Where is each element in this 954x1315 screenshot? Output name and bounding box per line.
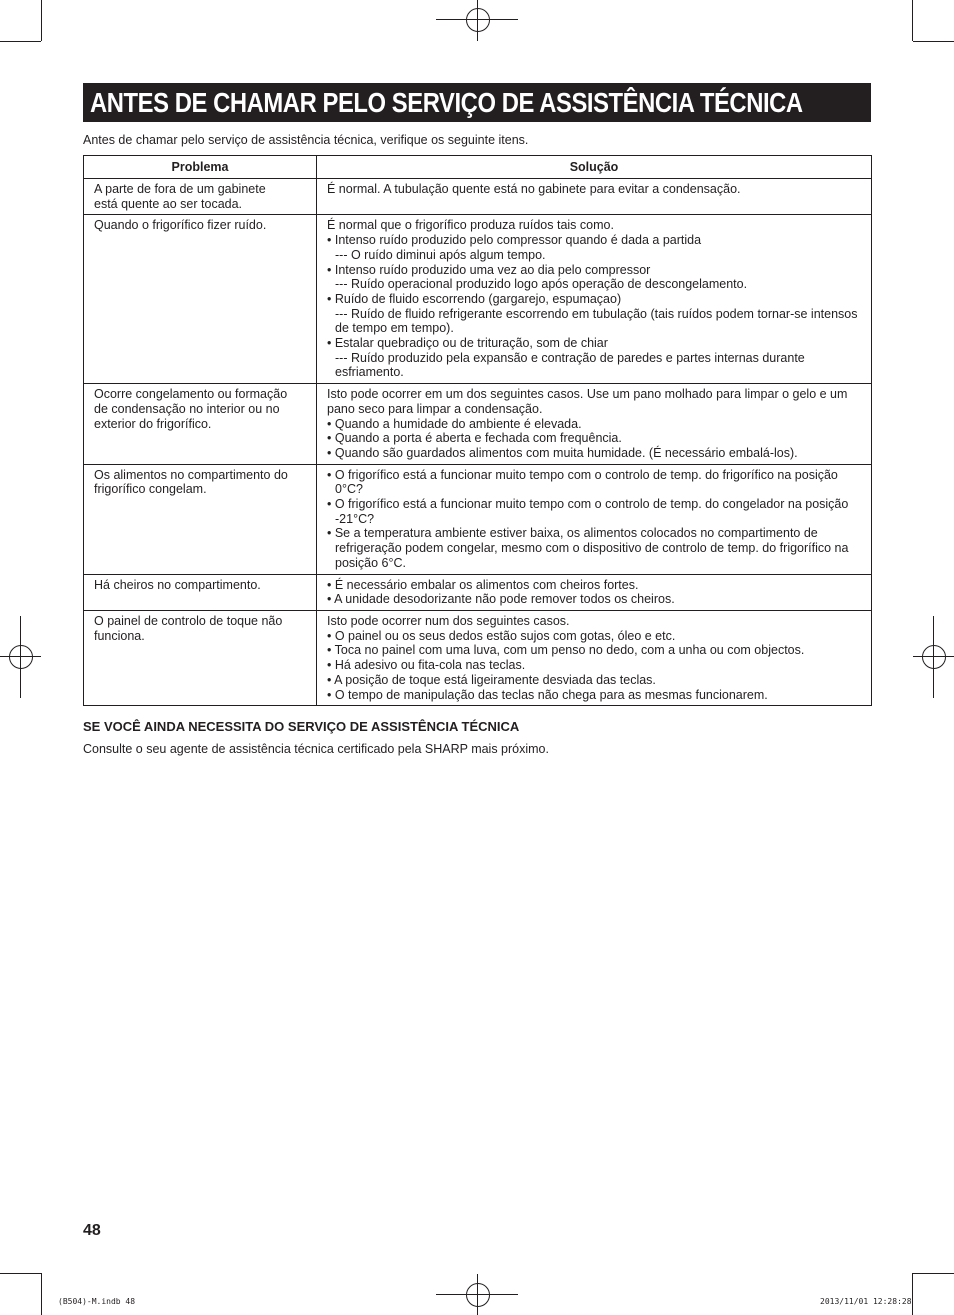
table-row xyxy=(84,384,872,465)
solution-cell xyxy=(317,574,872,610)
troubleshooting-table xyxy=(83,155,872,706)
solution-text: Isto pode ocorrer em um dos seguintes casos. Use um pano molhado para limpar o gelo e um pano seco para limpar a condensação. xyxy=(327,387,848,416)
solution-bullet: • Estalar quebradiço ou de trituração, som de chiar xyxy=(327,336,608,351)
solution-bullet: • O tempo de manipulação das teclas não chega para as mesmas funcionarem. xyxy=(327,687,768,702)
registration-circle xyxy=(9,645,33,669)
solution-text: É normal que o frigorífico produza ruídos tais como. xyxy=(327,218,614,233)
solution-cell xyxy=(317,179,872,215)
problem-text: frigorífico congelam. xyxy=(94,482,207,497)
intro-text: Antes de chamar pelo serviço de assistência técnica, verifique os seguinte itens. xyxy=(83,133,529,147)
page-title: ANTES DE CHAMAR PELO SERVIÇO DE ASSISTÊNCIA TÉCNICA xyxy=(90,87,803,118)
problem-text: O painel de controlo de toque não xyxy=(94,613,283,628)
problem-cell xyxy=(84,610,317,705)
solution-bullet: • O frigorífico está a funcionar muito tempo com o controlo de temp. do frigorífico na posição 0°C? xyxy=(327,467,838,497)
problem-cell xyxy=(84,384,317,465)
title-banner xyxy=(83,83,871,122)
problem-text: exterior do frigorífico. xyxy=(94,416,212,431)
solution-bullet: • O frigorífico está a funcionar muito tempo com o controlo de temp. do congelador na posição -21°C? xyxy=(327,497,849,526)
solution-cell xyxy=(317,215,872,384)
page-number: 48 xyxy=(83,1222,101,1239)
registration-circle xyxy=(922,645,946,669)
solution-bullet: • Intenso ruído produzido uma vez ao dia pelo compressor xyxy=(327,262,651,277)
column-header-problem: Problema xyxy=(84,156,317,179)
table-row xyxy=(84,574,872,610)
problem-text: A parte de fora de um gabinete xyxy=(94,182,266,196)
solution-text: É normal. A tubulação quente está no gabinete para evitar a condensação. xyxy=(327,182,741,196)
crop-mark xyxy=(0,41,41,42)
problem-cell xyxy=(84,179,317,215)
registration-circle xyxy=(466,8,490,32)
registration-circle xyxy=(466,1283,490,1307)
problem-cell xyxy=(84,464,317,574)
problem-text: Os alimentos no compartimento do xyxy=(94,467,288,482)
table-row xyxy=(84,215,872,384)
solution-note: --- Ruído operacional produzido logo após operação de descongelamento. xyxy=(335,277,748,292)
problem-cell xyxy=(84,215,317,384)
table-body xyxy=(84,179,872,706)
problem-cell xyxy=(84,574,317,610)
table-header-row xyxy=(84,156,872,179)
print-slug-timestamp: 2013/11/01 12:28:28 xyxy=(820,1297,912,1306)
column-header-solution: Solução xyxy=(317,156,872,179)
crop-mark xyxy=(912,1273,913,1315)
solution-cell xyxy=(317,464,872,574)
section-body: Consulte o seu agente de assistência técnica certificado pela SHARP mais próximo. xyxy=(83,742,549,756)
problem-text: funciona. xyxy=(94,628,145,643)
crop-mark xyxy=(0,1273,41,1274)
problem-text: Há cheiros no compartimento. xyxy=(94,577,261,592)
solution-bullet: • É necessário embalar os alimentos com cheiros fortes. xyxy=(327,577,639,592)
print-slug-file: (B504)-M.indb 48 xyxy=(58,1297,136,1306)
solution-note: --- Ruído produzido pela expansão e contração de paredes e partes internas durante esfriamento. xyxy=(335,350,805,380)
solution-bullet: • Toca no painel com uma luva, com um penso no dedo, com a unha ou com objectos. xyxy=(327,643,805,658)
crop-mark xyxy=(912,0,913,41)
table-row xyxy=(84,464,872,574)
problem-text: Ocorre congelamento ou formação xyxy=(94,387,288,402)
crop-mark xyxy=(41,0,42,41)
solution-bullet: • Quando são guardados alimentos com muita humidade. (É necessário embalá-los). xyxy=(327,445,798,460)
solution-bullet: • Intenso ruído produzido pelo compressor quando é dada a partida xyxy=(327,233,702,248)
solution-cell xyxy=(317,384,872,465)
solution-note: --- O ruído diminui após algum tempo. xyxy=(335,247,546,262)
crop-mark xyxy=(913,1273,954,1274)
solution-bullet: • A unidade desodorizante não pode remover todos os cheiros. xyxy=(327,592,675,607)
solution-note: --- Ruído de fluido refrigerante escorrendo em tubulação (tais ruídos podem tornar-se intensos de tempo em tempo). xyxy=(335,306,858,336)
section-heading: SE VOCÊ AINDA NECESSITA DO SERVIÇO DE ASSISTÊNCIA TÉCNICA xyxy=(83,719,520,734)
table-row xyxy=(84,179,872,215)
solution-text: Isto pode ocorrer num dos seguintes casos. xyxy=(327,613,570,628)
crop-mark xyxy=(41,1273,42,1315)
solution-bullet: • Se a temperatura ambiente estiver baixa, os alimentos colocados no compartimento de refrigeração podem congelar, mesmo com o dispositivo de controlo de temp. do frigorífico na posição 6°C. xyxy=(327,526,849,570)
problem-text: está quente ao ser tocada. xyxy=(94,196,243,211)
problem-text: de condensação no interior ou no xyxy=(94,401,280,416)
solution-bullet: • Quando a porta é aberta e fechada com frequência. xyxy=(327,431,622,446)
solution-bullet: • Há adesivo ou fita-cola nas teclas. xyxy=(327,658,526,673)
solution-bullet: • Quando a humidade do ambiente é elevada. xyxy=(327,416,582,431)
crop-mark xyxy=(913,41,954,42)
table-row xyxy=(84,610,872,705)
problem-text: Quando o frigorífico fizer ruído. xyxy=(94,218,267,233)
solution-cell xyxy=(317,610,872,705)
solution-bullet: • O painel ou os seus dedos estão sujos com gotas, óleo e etc. xyxy=(327,628,676,643)
solution-bullet: • Ruído de fluido escorrendo (gargarejo, espumaçao) xyxy=(327,291,622,306)
solution-bullet: • A posição de toque está ligeiramente desviada das teclas. xyxy=(327,672,656,687)
